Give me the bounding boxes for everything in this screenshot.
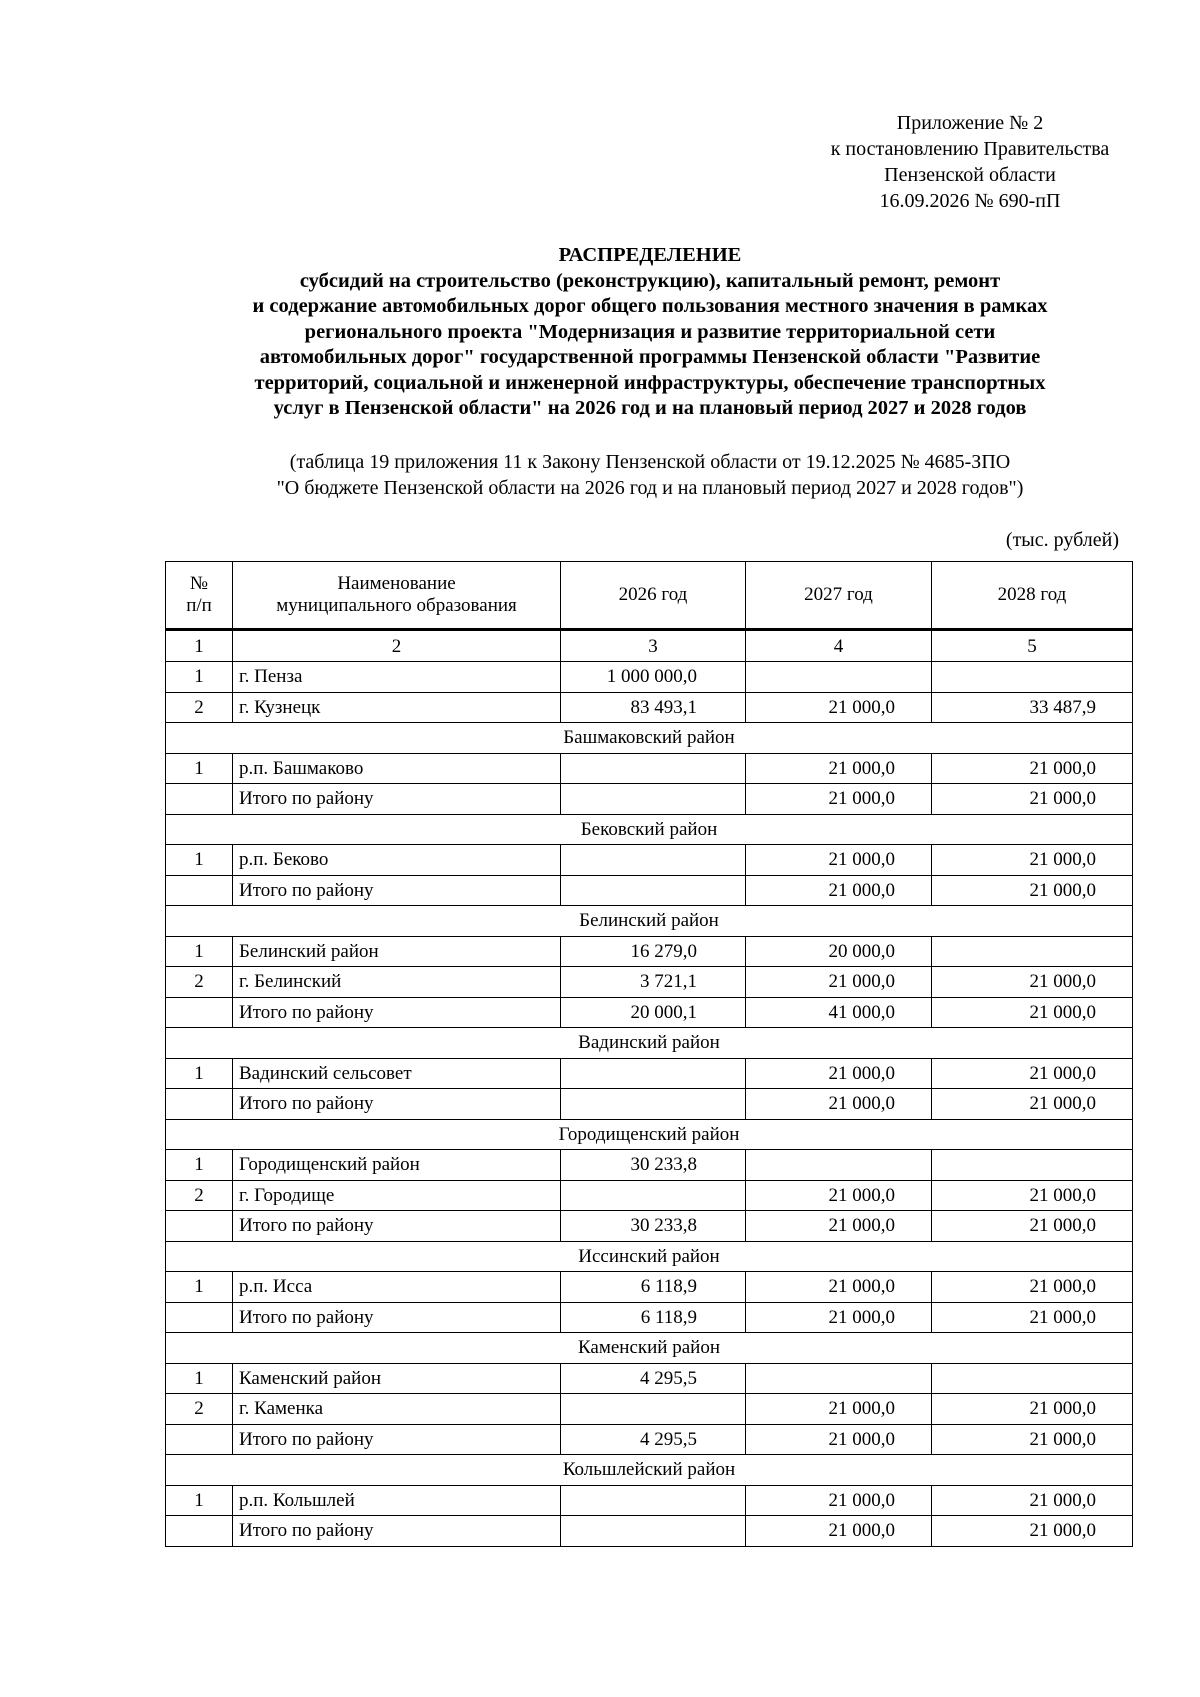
district-header-row: [166, 1241, 1133, 1272]
district-name: Белинский район: [166, 906, 1133, 937]
value-2026: 30 233,8: [561, 1211, 746, 1242]
document-subtitle: [150, 449, 1150, 501]
table-row: [166, 845, 1133, 876]
value-2027: 21 000,0: [746, 875, 932, 906]
distribution-table: [165, 561, 1133, 1547]
district-total-row: [166, 997, 1133, 1028]
row-number: 1: [166, 936, 233, 967]
header-number-line: №: [189, 573, 209, 594]
appendix-line: Пензенской области: [884, 164, 1056, 186]
value-2028: 21 000,0: [932, 1089, 1133, 1120]
row-number: 1: [166, 1058, 233, 1089]
municipality-name: Белинский район: [233, 936, 561, 967]
value-2027: 21 000,0: [746, 1211, 932, 1242]
municipality-name: Итого по району: [233, 875, 561, 906]
value-2026: 4 295,5: [561, 1363, 746, 1394]
value-2027: [746, 662, 932, 693]
row-number: 2: [166, 967, 233, 998]
municipality-name: Вадинский сельсовет: [233, 1058, 561, 1089]
value-2028: 21 000,0: [932, 845, 1133, 876]
district-total-row: [166, 875, 1133, 906]
municipality-name: г. Белинский: [233, 967, 561, 998]
value-2028: 21 000,0: [932, 753, 1133, 784]
municipality-name: г. Городище: [233, 1180, 561, 1211]
row-number: 2: [166, 1394, 233, 1425]
district-total-row: [166, 1516, 1133, 1547]
municipality-name: Итого по району: [233, 1424, 561, 1455]
value-2028: [932, 936, 1133, 967]
header-2028: 2028 год: [932, 562, 1133, 630]
value-2026: 20 000,1: [561, 997, 746, 1028]
value-2026: 6 118,9: [561, 1272, 746, 1303]
municipality-name: Итого по району: [233, 784, 561, 815]
units-label: (тыс. рублей): [1005, 529, 1119, 551]
value-2027: 21 000,0: [746, 845, 932, 876]
value-2028: 21 000,0: [932, 784, 1133, 815]
value-2026: [561, 1058, 746, 1089]
district-name: Кольшлейский район: [166, 1455, 1133, 1486]
column-number: 1: [166, 630, 233, 662]
title-line: субсидий на строительство (реконструкцию), капитальный ремонт, ремонт: [299, 269, 1001, 292]
value-2027: 20 000,0: [746, 936, 932, 967]
value-2026: 1 000 000,0: [561, 662, 746, 693]
row-number: [166, 1424, 233, 1455]
municipality-name: р.п. Исса: [233, 1272, 561, 1303]
table-row: [166, 936, 1133, 967]
value-2028: 21 000,0: [932, 1424, 1133, 1455]
district-header-row: [166, 814, 1133, 845]
column-number: 5: [932, 630, 1133, 662]
appendix-line: Приложение № 2: [896, 112, 1044, 134]
row-number: 2: [166, 1180, 233, 1211]
value-2026: [561, 784, 746, 815]
district-total-row: [166, 1424, 1133, 1455]
value-2028: 21 000,0: [932, 1058, 1133, 1089]
value-2027: 21 000,0: [746, 1180, 932, 1211]
table-row: [166, 1485, 1133, 1516]
value-2026: 4 295,5: [561, 1424, 746, 1455]
municipality-name: Итого по району: [233, 1211, 561, 1242]
value-2026: 16 279,0: [561, 936, 746, 967]
municipality-name: р.п. Кольшлей: [233, 1485, 561, 1516]
row-number: 2: [166, 692, 233, 723]
district-name: Иссинский район: [166, 1241, 1133, 1272]
value-2028: 21 000,0: [932, 1485, 1133, 1516]
value-2026: 6 118,9: [561, 1302, 746, 1333]
appendix-line: 16.09.2026 № 690-пП: [879, 190, 1061, 212]
header-number-line: п/п: [186, 595, 212, 616]
municipality-name: Итого по району: [233, 997, 561, 1028]
row-number: 1: [166, 662, 233, 693]
value-2027: 21 000,0: [746, 784, 932, 815]
district-name: Вадинский район: [166, 1028, 1133, 1059]
value-2027: [746, 1150, 932, 1181]
title-line: территорий, социальной и инженерной инфраструктуры, обеспечение транспортных: [254, 371, 1046, 394]
municipality-name: г. Каменка: [233, 1394, 561, 1425]
value-2028: 21 000,0: [932, 1394, 1133, 1425]
table-row: [166, 1150, 1133, 1181]
header-number: [166, 562, 233, 630]
value-2026: [561, 753, 746, 784]
value-2028: [932, 1363, 1133, 1394]
appendix-block: [780, 110, 1160, 214]
column-numbers-row: [166, 630, 1133, 662]
municipality-name: Итого по району: [233, 1516, 561, 1547]
value-2028: [932, 1150, 1133, 1181]
value-2026: [561, 1394, 746, 1425]
header-name-line: муниципального образования: [276, 595, 517, 616]
title-line: РАСПРЕДЕЛЕНИЕ: [558, 244, 742, 266]
column-number: 4: [746, 630, 932, 662]
row-number: [166, 1089, 233, 1120]
header-2027: 2027 год: [746, 562, 932, 630]
header-name: [233, 562, 561, 630]
value-2026: [561, 875, 746, 906]
municipality-name: р.п. Башмаково: [233, 753, 561, 784]
value-2026: [561, 1089, 746, 1120]
district-name: Бековский район: [166, 814, 1133, 845]
value-2026: [561, 845, 746, 876]
district-header-row: [166, 906, 1133, 937]
value-2027: 21 000,0: [746, 1302, 932, 1333]
district-header-row: [166, 1455, 1133, 1486]
appendix-line: к постановлению Правительства: [830, 138, 1110, 160]
value-2028: 21 000,0: [932, 1272, 1133, 1303]
row-number: 1: [166, 1485, 233, 1516]
row-number: [166, 784, 233, 815]
district-total-row: [166, 784, 1133, 815]
row-number: 1: [166, 845, 233, 876]
row-number: [166, 875, 233, 906]
document-title: [150, 243, 1150, 422]
value-2027: 21 000,0: [746, 1424, 932, 1455]
value-2027: 41 000,0: [746, 997, 932, 1028]
value-2026: 3 721,1: [561, 967, 746, 998]
value-2026: [561, 1180, 746, 1211]
row-number: [166, 1302, 233, 1333]
district-header-row: [166, 723, 1133, 754]
table-row: [166, 1272, 1133, 1303]
table-header-row: [166, 562, 1133, 630]
municipality-name: г. Пенза: [233, 662, 561, 693]
district-header-row: [166, 1119, 1133, 1150]
value-2028: 33 487,9: [932, 692, 1133, 723]
district-header-row: [166, 1028, 1133, 1059]
subtitle-line: (таблица 19 приложения 11 к Закону Пензенской области от 19.12.2025 № 4685-ЗПО: [289, 451, 1011, 473]
column-number: 2: [233, 630, 561, 662]
district-header-row: [166, 1333, 1133, 1364]
municipality-name: Итого по району: [233, 1302, 561, 1333]
value-2027: [746, 1363, 932, 1394]
table-row: [166, 1394, 1133, 1425]
table-row: [166, 1058, 1133, 1089]
municipality-name: Итого по району: [233, 1089, 561, 1120]
value-2026: 30 233,8: [561, 1150, 746, 1181]
municipality-name: р.п. Беково: [233, 845, 561, 876]
municipality-name: Каменский район: [233, 1363, 561, 1394]
value-2026: [561, 1485, 746, 1516]
title-line: услуг в Пензенской области" на 2026 год и на плановый период 2027 и 2028 годов: [273, 397, 1027, 419]
table-row: [166, 1180, 1133, 1211]
title-line: регионального проекта "Модернизация и развитие территориальной сети: [304, 320, 996, 343]
title-line: и содержание автомобильных дорог общего пользования местного значения в рамках: [252, 295, 1048, 317]
subtitle-line: "О бюджете Пензенской области на 2026 год и на плановый период 2027 и 2028 годов"): [276, 477, 1024, 499]
table-row: [166, 967, 1133, 998]
district-name: Каменский район: [166, 1333, 1133, 1364]
value-2028: 21 000,0: [932, 1211, 1133, 1242]
row-number: 1: [166, 753, 233, 784]
value-2028: 21 000,0: [932, 1180, 1133, 1211]
table-row: [166, 753, 1133, 784]
value-2028: 21 000,0: [932, 1516, 1133, 1547]
district-total-row: [166, 1089, 1133, 1120]
value-2027: 21 000,0: [746, 967, 932, 998]
district-total-row: [166, 1211, 1133, 1242]
value-2027: 21 000,0: [746, 1089, 932, 1120]
header-2026: 2026 год: [561, 562, 746, 630]
row-number: [166, 997, 233, 1028]
municipality-name: г. Кузнецк: [233, 692, 561, 723]
district-name: Башмаковский район: [166, 723, 1133, 754]
district-name: Городищенский район: [166, 1119, 1133, 1150]
header-name-line: Наименование: [337, 573, 456, 594]
value-2027: 21 000,0: [746, 1485, 932, 1516]
value-2027: 21 000,0: [746, 1394, 932, 1425]
table-row: [166, 692, 1133, 723]
municipality-name: Городищенский район: [233, 1150, 561, 1181]
value-2027: 21 000,0: [746, 753, 932, 784]
value-2028: 21 000,0: [932, 875, 1133, 906]
row-number: 1: [166, 1150, 233, 1181]
district-total-row: [166, 1302, 1133, 1333]
value-2027: 21 000,0: [746, 692, 932, 723]
value-2028: 21 000,0: [932, 997, 1133, 1028]
table-row: [166, 1363, 1133, 1394]
column-number: 3: [561, 630, 746, 662]
value-2028: 21 000,0: [932, 1302, 1133, 1333]
value-2026: 83 493,1: [561, 692, 746, 723]
row-number: 1: [166, 1272, 233, 1303]
value-2027: 21 000,0: [746, 1058, 932, 1089]
value-2028: [932, 662, 1133, 693]
title-line: автомобильных дорог" государственной программы Пензенской области "Развитие: [259, 346, 1041, 368]
row-number: [166, 1211, 233, 1242]
row-number: [166, 1516, 233, 1547]
value-2027: 21 000,0: [746, 1272, 932, 1303]
value-2027: 21 000,0: [746, 1516, 932, 1547]
table-row: [166, 662, 1133, 693]
row-number: 1: [166, 1363, 233, 1394]
value-2028: 21 000,0: [932, 967, 1133, 998]
value-2026: [561, 1516, 746, 1547]
